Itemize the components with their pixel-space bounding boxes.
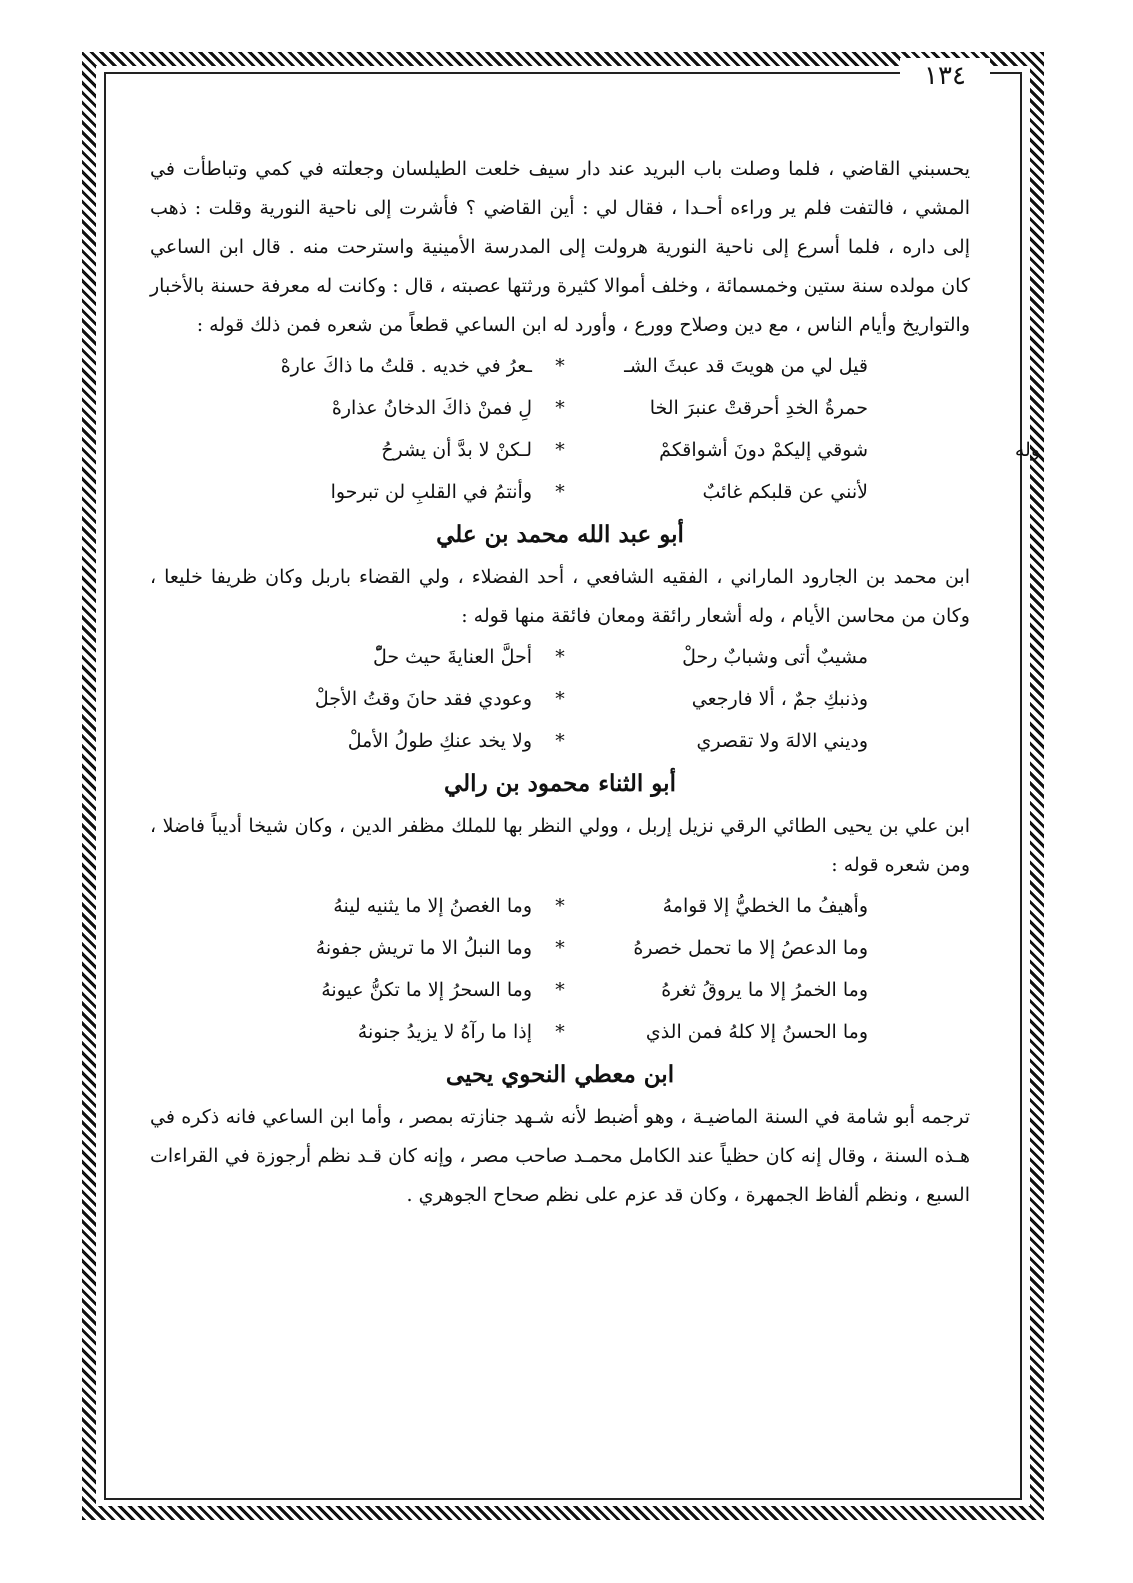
poem — [150, 885, 970, 1053]
hemistich: وأنتمُ في القلبِ لن تبرحوا — [330, 480, 532, 503]
page-body — [150, 150, 1040, 1215]
hemistich: لِ فمنْ ذاكَ الدخانُ عذارهْ — [331, 396, 532, 419]
hemistich: وذنبكِ جمٌ ، ألا فارجعي — [691, 687, 868, 710]
verse-line — [150, 969, 970, 1011]
section-heading: ابن معطي النحوي يحيى — [445, 1061, 675, 1088]
hemistich: حمرةُ الخدِ أحرقتْ عنبرَ الخا — [649, 396, 868, 419]
hemistich: ـعرُ في خديه . قلتُ ما ذاكَ عارهْ — [280, 354, 532, 377]
verse-separator: * — [555, 729, 565, 752]
verse-separator: * — [555, 480, 565, 503]
verse-line — [150, 885, 970, 927]
hemistich: وما السحرُ إلا ما تكنُّ عيونهُ — [321, 978, 532, 1001]
hemistich: وما الخمرُ إلا ما يروقُ ثغرهُ — [661, 978, 868, 1001]
verse-line — [150, 678, 970, 720]
verse-separator: * — [555, 687, 565, 710]
paragraph: ترجمه أبو شامة في السنة الماضيـة ، وهو أضبط لأنه شـهد جنازته بمصر ، وأما ابن الساعي فانه ذكره في هـذه السنة ، وقال إنه كان حظياً عند الكامل محمـد صاحب مصر ، وإنه كان قـد نظم أرجوزة في القراءات السبع ، ونظم ألفاظ الجمهرة ، وكان قد عزم على نظم صحاح الجوهري . — [150, 1106, 970, 1206]
hemistich: وما النبلُ الا ما تريش جفونهُ — [315, 936, 532, 959]
verse-separator: * — [555, 978, 565, 1001]
verse-line — [150, 1011, 970, 1053]
paragraph: ابن محمد بن الجارود الماراني ، الفقيه الشافعي ، أحد الفضلاء ، ولي القضاء باربل وكان ظريفا خليعا ، وكان من محاسن الأيام ، وله أشعار رائقة ومعان فائقة منها قوله : — [150, 566, 970, 627]
verse-line — [150, 471, 970, 513]
hemistich: وأهيفُ ما الخطيُّ إلا قوامهُ — [662, 894, 868, 917]
section-heading: أبو الثناء محمود بن رالي — [444, 770, 676, 797]
hemistich: لـكنْ لا بدَّ أن يشرحُ — [381, 438, 532, 461]
verse-line — [150, 429, 1040, 471]
paragraph: ابن علي بن يحيى الطائي الرقي نزيل إربل ، وولي النظر بها للملك مظفر الدين ، وكان شيخا أديباً فاضلا ، ومن شعره قوله : — [150, 815, 970, 876]
hemistich: إذا ما رآهُ لا يزيدُ جنونهُ — [357, 1020, 532, 1043]
verse-separator: * — [555, 438, 565, 461]
hemistich: أحلَّ العنايةَ حيث حلّْ — [372, 645, 532, 668]
verse-note: وله — [1014, 438, 1040, 461]
paragraph: يحسبني القاضي ، فلما وصلت باب البريد عند دار سيف خلعت الطيلسان وجعلته في كمي وتباطأت في المشي ، فالتفت فلم ير وراءه أحـدا ، فقال لي : أين القاضي ؟ فأشرت إلى ناحية النورية وقلت : ذهب إلى داره ، فلما أسرع إلى ناحية النورية هرولت إلى المدرسة الأمينية واسترحت منه . قال ابن الساعي كان مولده سنة ستين وخمسمائة ، وخلف أموالا كثيرة ورثتها عصبته ، قال : وكانت له معرفة حسنة بالأخبار والتواريخ وأيام الناس ، مع دين وصلاح وورع ، وأورد له ابن الساعي قطعاً من شعره فمن ذلك قوله : — [150, 158, 970, 336]
verse-separator: * — [555, 1020, 565, 1043]
hemistich: وما الغصنُ إلا ما يثنيه لينهُ — [333, 894, 532, 917]
hemistich: لأنني عن قلبكم غائبٌ — [702, 480, 868, 503]
verse-separator: * — [555, 894, 565, 917]
hemistich: وعودي فقد حانَ وقتُ الأجلْ — [314, 687, 532, 710]
poem — [150, 636, 970, 762]
verse-line — [150, 345, 970, 387]
hemistich: وديني الالهَ ولا تقصري — [696, 729, 868, 752]
verse-line — [150, 927, 970, 969]
hemistich: ولا يخد عنكِ طولُ الأملْ — [347, 729, 532, 752]
verse-line — [150, 387, 970, 429]
poem — [150, 345, 1040, 513]
verse-line — [150, 720, 970, 762]
verse-separator: * — [555, 645, 565, 668]
verse-line — [150, 636, 970, 678]
verse-separator: * — [555, 354, 565, 377]
page-number: ١٣٤ — [900, 58, 990, 94]
section-heading: أبو عبد الله محمد بن علي — [436, 521, 684, 548]
hemistich: قيل لي من هويتَ قد عبثَ الشـ — [624, 354, 868, 377]
hemistich: وما الدعصُ إلا ما تحمل خصرهُ — [633, 936, 868, 959]
hemistich: مشيبٌ أتى وشبابٌ رحلْ — [682, 645, 868, 668]
verse-separator: * — [555, 396, 565, 419]
hemistich: شوقي إليكمْ دونَ أشواقكمْ — [659, 438, 868, 461]
hemistich: وما الحسنُ إلا كلهُ فمن الذي — [645, 1020, 868, 1043]
verse-separator: * — [555, 936, 565, 959]
